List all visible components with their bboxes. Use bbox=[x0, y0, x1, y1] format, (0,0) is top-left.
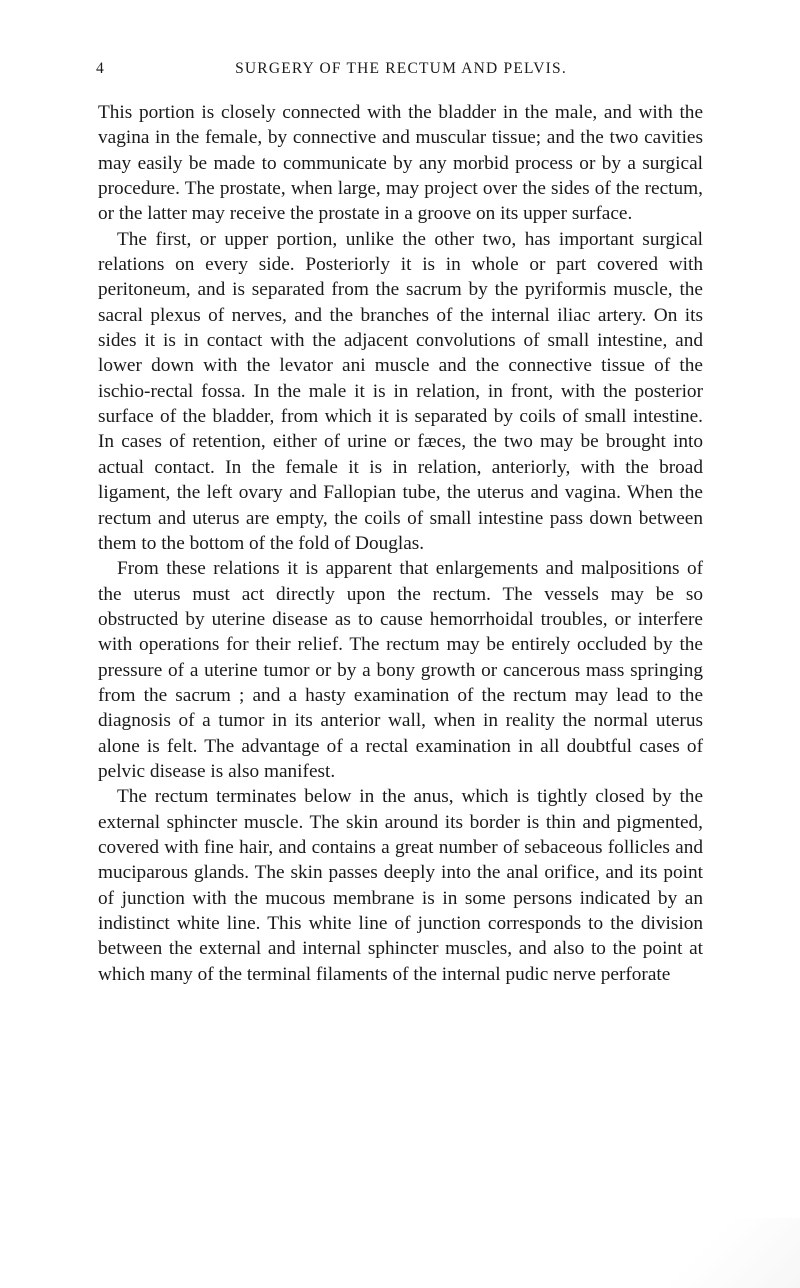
paragraph-anus: The rectum terminates below in the anus, which is tightly closed by the external sphincter muscle. The skin around its border is thin and pigmented, covered with fine hair, and contains a great number of sebaceous follicles and muciparous glands. The skin passes deeply into the anal orifice, and its point of junction with the mucous membrane is in some persons indicated by an indistinct white line. This white line of junction corresponds to the division between the external and internal sphincter muscles, and also to the point at which many of the terminal filaments of the internal pudic nerve perforate bbox=[98, 786, 703, 985]
running-head bbox=[96, 60, 706, 84]
body-text bbox=[98, 100, 703, 987]
paragraph-upper-portion: The first, or upper portion, unlike the other two, has important surgical relations on every side. Posteriorly it is in whole or part covered with peritoneum, and is separated from the sacrum by the pyriformis muscle, the sacral plexus of nerves, and the branches of the internal iliac artery. On its sides it is in contact with the adjacent convolutions of small intestine, and lower down with the levator ani muscle and the connective tissue of the ischio-rectal fossa. In the male it is in relation, in front, with the posterior surface of the bladder, from which it is separated by coils of small intestine. In cases of retention, either of urine or fæces, the two may be brought into actual contact. In the female it is in relation, anteriorly, with the broad ligament, the left ovary and Fallopian tube, the uterus and vagina. When the rectum and uterus are empty, the coils of small intestine pass down between them to the bottom of the fold of Douglas. bbox=[98, 228, 703, 554]
page-number: 4 bbox=[96, 60, 106, 77]
running-title: SURGERY OF THE RECTUM AND PELVIS. bbox=[235, 60, 567, 77]
scan-shading bbox=[640, 1218, 800, 1288]
paragraph-bladder-relations: This portion is closely connected with the bladder in the male, and with the vagina in the female, by connective and muscular tissue; and the two cavities may easily be made to communicate by any morbid process or by a surgical procedure. The prostate, when large, may project over the sides of the rectum, or the latter may receive the prostate in a groove on its upper surface. bbox=[98, 102, 703, 225]
paragraph-uterine-relations: From these relations it is apparent that enlargements and malpositions of the uterus must act directly upon the rectum. The vessels may be so obstructed by uterine disease as to cause hemorrhoidal troubles, or interfere with operations for their relief. The rectum may be entirely occluded by the pressure of a uterine tumor or by a bony growth or cancerous mass springing from the sacrum ; and a hasty examination of the rectum may lead to the diagnosis of a tumor in its anterior wall, when in reality the normal uterus alone is felt. The advantage of a rectal examination in all doubtful cases of pelvic disease is also manifest. bbox=[98, 558, 703, 782]
